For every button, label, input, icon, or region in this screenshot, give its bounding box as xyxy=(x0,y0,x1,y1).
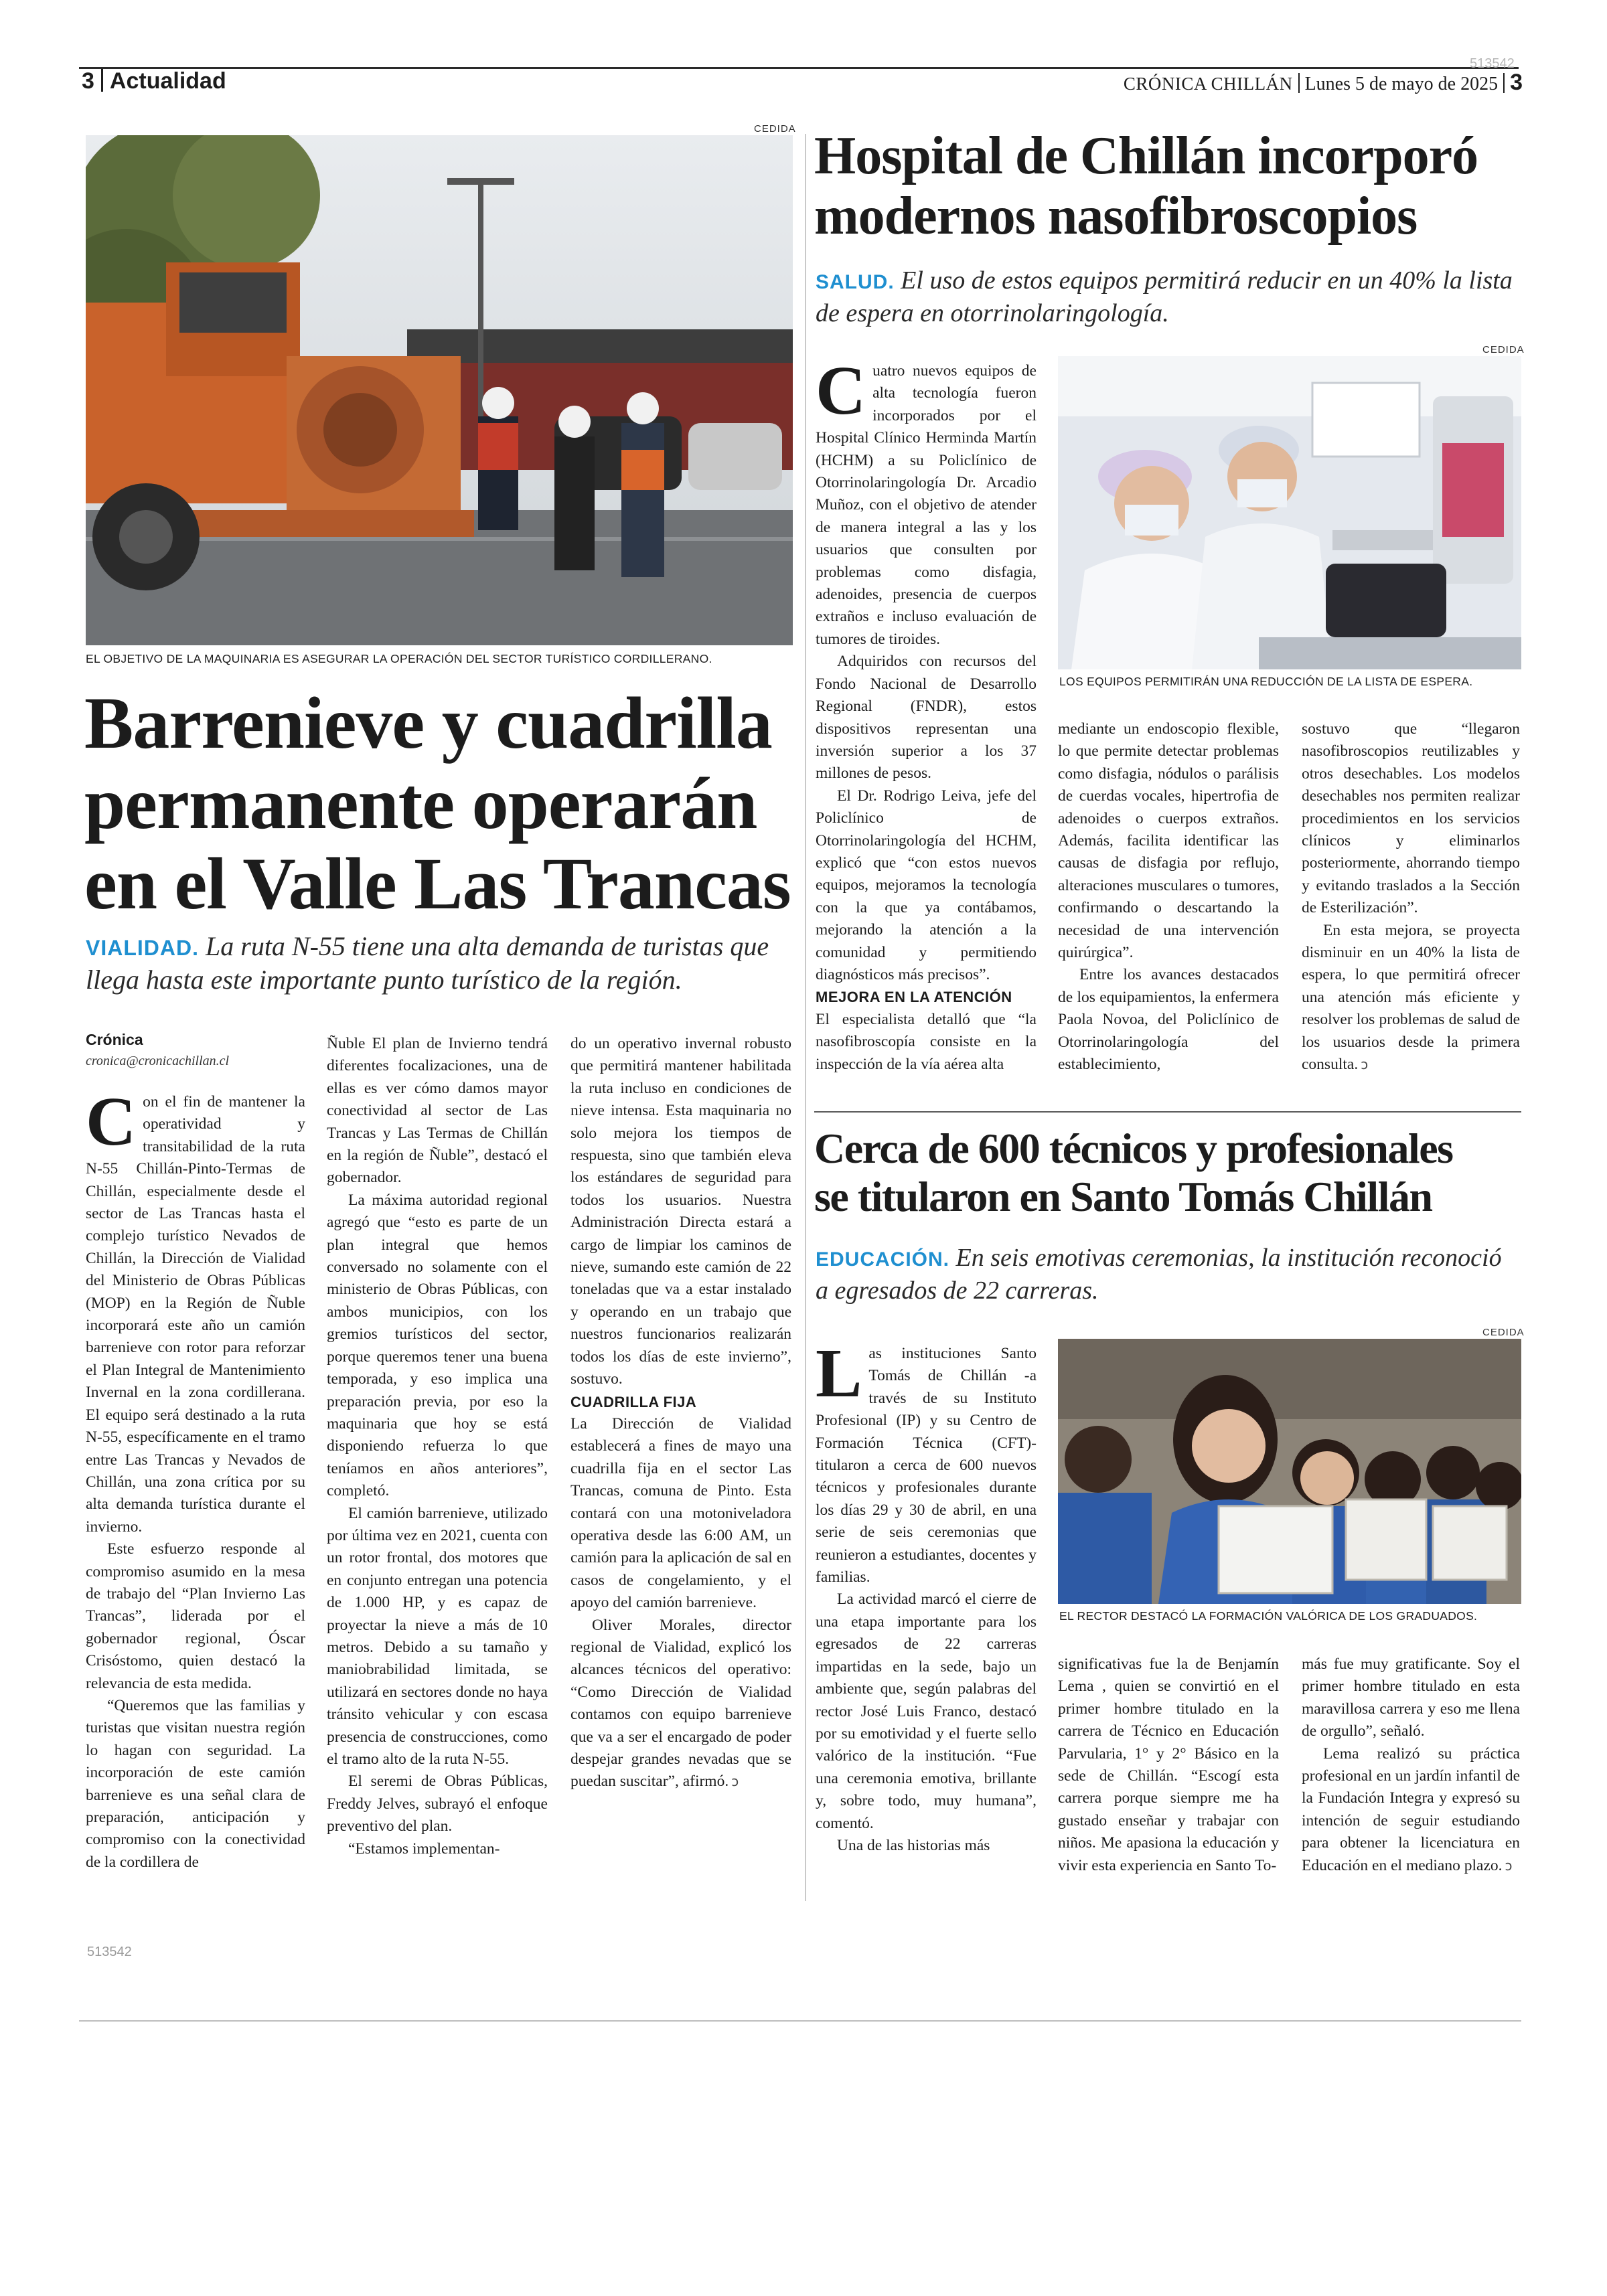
paragraph: Adquiridos con recursos del Fondo Nacional de Desarrollo Regional (FNDR), estos dispositivos representan una inversión superior a los 37 millones de pesos. xyxy=(816,653,1037,783)
hospital-column-3 xyxy=(1302,718,1520,1076)
graduation-photo xyxy=(1058,1339,1521,1604)
paragraph: mediante un endoscopio flexible, lo que permite detectar problemas como disfagia, nódulos o parálisis de cuerdas vocales, hipertrofia de adenoides o cuerpos extraños. Además, facilita identificar las causas de disfagia por reflujo, alteraciones musculares o tumores, confirmando o descartando la necesidad de una intervención quirúrgica”. xyxy=(1058,720,1279,962)
end-mark-icon: ↄ xyxy=(1505,1857,1513,1874)
education-column-3 xyxy=(1302,1653,1520,1877)
paragraph: Entre los avances destacados de los equipamientos, la enfermera Paola Novoa, del Policlínico de Otorrinolaringología del establecimiento, xyxy=(1058,966,1279,1074)
footer-rule xyxy=(79,2020,1521,2022)
byline: Crónica xyxy=(86,1031,143,1048)
photo-credit: CEDIDA xyxy=(754,123,796,135)
education-column-1 xyxy=(816,1335,1037,1857)
photo-caption: EL OBJETIVO DE LA MAQUINARIA ES ASEGURAR LA OPERACIÓN DEL SECTOR TURÍSTICO CORDILLERANO. xyxy=(86,652,712,665)
headline-line: Barrenieve y cuadrilla xyxy=(84,682,772,764)
paragraph: El seremi de Obras Públicas, Freddy Jelves, subrayó el enfoque preventivo del plan. xyxy=(327,1773,548,1835)
column-divider xyxy=(805,134,806,1901)
page-number-left: 3 xyxy=(82,68,94,94)
header-divider xyxy=(1503,73,1505,93)
kicker: EDUCACIÓN. xyxy=(816,1248,950,1270)
headline-line: en el Valle Las Trancas xyxy=(84,843,791,924)
main-column-3 xyxy=(570,1033,791,1793)
education-deck xyxy=(816,1242,1519,1306)
main-deck xyxy=(86,930,802,996)
subhead: MEJORA EN LA ATENCIÓN xyxy=(816,989,1012,1006)
header-rule xyxy=(79,67,1519,69)
main-headline xyxy=(84,683,808,924)
paragraph: El Dr. Rodrigo Leiva, jefe del Policlínico de Otorrinolaringología del HCHM, explicó que “con estos nuevos equipos, mejoramos la tecnología con la que ya contábamos, mejorando la atención a la comunidad y permitiendo diagnósticos más precisos”. xyxy=(816,787,1037,983)
photo-credit: CEDIDA xyxy=(1482,1327,1525,1338)
education-column-2 xyxy=(1058,1653,1279,1877)
header-divider xyxy=(1298,73,1300,93)
education-headline xyxy=(814,1125,1524,1221)
subhead: CUADRILLA FIJA xyxy=(570,1393,697,1410)
drop-cap: C xyxy=(816,352,866,429)
drop-cap: C xyxy=(86,1083,137,1160)
medical-staff-illustration xyxy=(1058,356,1521,669)
paragraph: uatro nuevos equipos de alta tecnología fueron incorporados por el Hospital Clínico Herminda Martín (HCHM) a su Policlínico de Otorrinolaringología Dr. Arcadio Muñoz, con el objetivo de atender de manera integral a las y los usuarios que consulten por problemas como disfagia, adenoides, presencia de cuerpos extraños e incluso evaluación de tumores de tiroides. xyxy=(816,362,1037,648)
hospital-column-2 xyxy=(1058,718,1279,1076)
photo-credit: CEDIDA xyxy=(1482,344,1525,355)
photo-caption: EL RECTOR DESTACÓ LA FORMACIÓN VALÓRICA DE LOS GRADUADOS. xyxy=(1059,1609,1478,1623)
paragraph: as instituciones Santo Tomás de Chillán -a través de su Instituto Profesional (IP) y su Centro de Formación Técnica (CFT)- titularon a cerca de 600 nuevos técnicos y profesionales durante los días 29 y 30 de abril, en una serie de seis ceremonias que reunieron a estudiantes, docentes y familias. xyxy=(816,1345,1037,1586)
page-code-bottom: 513542 xyxy=(87,1945,132,1959)
paragraph: significativas fue la de Benjamín Lema , quien se convirtió en el primer hombre titulado en la carrera de Técnico en Educación Parvularia, 1° y 2° Básico en la sede de Chillán. “Escogí esta carrera porque siempre me ha gustado enseñar y trabajar con niños. Me apasiona la educación y vivir esta experiencia en Santo To- xyxy=(1058,1655,1279,1874)
deck-text: El uso de estos equipos permitirá reducir en un 40% la lista de espera en otorrinolaringología. xyxy=(816,266,1513,327)
publication-name: CRÓNICA CHILLÁN xyxy=(1123,74,1293,94)
headline-line: Hospital de Chillán incorporó xyxy=(814,127,1478,185)
header-divider xyxy=(101,69,103,92)
paragraph: El especialista detalló que “la nasofibroscopía consiste en la inspección de la vía aérea alta xyxy=(816,1010,1037,1073)
paragraph: Oliver Morales, director regional de Vialidad, explicó los alcances técnicos del operativo: “Como Dirección de Vialidad contamos con equipo barrenieve que va a ser el encargado de poder despejar grandes nevadas que se puedan suscitar”, afirmó. xyxy=(570,1616,791,1791)
issue-date: Lunes 5 de mayo de 2025 xyxy=(1304,74,1499,94)
paragraph: Este esfuerzo responde al compromiso asumido en la mesa de trabajo del “Plan Invierno Las Trancas”, liderada por el gobernador regional, Óscar Crisóstomo, quien destacó la relevancia de esta medida. xyxy=(86,1540,305,1692)
paragraph: La actividad marcó el cierre de una etapa importante para los egresados de 22 carreras impartidas en la sede, bajo un ambiente que, según palabras del rector José Luis Franco, destacó por su emotividad y el fuerte sello valórico de la institución. “Fue una ceremonia emotiva, brillante y, sobre todo, muy humana”, comentó. xyxy=(816,1590,1037,1832)
paragraph: La máxima autoridad regional agregó que “esto es parte de un plan integral que hemos conversado no solamente con el ministerio de Obras Públicas, con ambos municipios, con los gremios turísticos del sector, porque queremos tener una buena temporada, y eso implica una preparación previa, por eso la maquinaria que hoy se está disponiendo refuerza lo que teníamos en años anteriores”, completó. xyxy=(327,1191,548,1500)
paragraph: Ñuble El plan de Invierno tendrá diferentes focalizaciones, una de ellas es ver cómo damos mayor conectividad al sector de Las Trancas y Las Termas de Chillán en la región de Ñuble”, destacó el gobernador. xyxy=(327,1035,548,1187)
paragraph: sostuvo que “llegaron nasofibroscopios reutilizables y otros desechables. Los modelos desechables nos permiten realizar procedimientos en los servicios clínicos y eliminarlos posteriormente, ahorrando tiempo y evitando traslados a la Sección de Esterilización”. xyxy=(1302,720,1520,917)
kicker: VIALIDAD. xyxy=(86,936,199,960)
hospital-column-1 xyxy=(816,352,1037,1076)
deck-text: La ruta N-55 tiene una alta demanda de turistas que llega hasta este importante punto turístico de la región. xyxy=(86,931,769,995)
snowplow-illustration xyxy=(86,135,793,645)
article-divider xyxy=(814,1111,1521,1113)
paragraph: on el fin de mantener la operatividad y transitabilidad de la ruta N-55 Chillán-Pinto-Termas de Chillán, especialmente desde el sector de Las Trancas hasta el complejo turístico Nevados de Chillán, la Dirección de Vialidad del Ministerio de Obras Públicas (MOP) en la Región de Ñuble incorporará este año un camión barrenieve con rotor para reforzar el Plan Integral de Mantenimiento Invernal en la zona cordillerana. El equipo será destinado a la ruta N-55, específicamente en el tramo entre Las Trancas y Nevados de Chillán, una zona crítica por su alta demanda turística durante el invierno. xyxy=(86,1093,305,1536)
end-mark-icon: ↄ xyxy=(731,1773,739,1790)
paragraph: El camión barrenieve, utilizado por última vez en 2021, cuenta con un rotor frontal, dos motores que en conjunto entregan una potencia de 1.000 HP, y es capaz de proyectar la nieve a más de 10 metros. Debido a su tamaño y maniobrabilidad limitada, se utilizará en sectores donde no haya tránsito vehicular y con escasa presencia de construcciones, como el tramo alto de la ruta N-55. xyxy=(327,1504,548,1768)
deck-text: En seis emotivas ceremonias, la institución reconoció a egresados de 22 carreras. xyxy=(816,1244,1502,1305)
paragraph: do un operativo invernal robusto que permitirá mantener habilitada la ruta incluso en condiciones de nieve intensa. Esta maquinaria no solo mejora los tiempos de respuesta, sino que también eleva los estándares de seguridad para todos los usuarios. Nuestra Administración Directa estará a cargo de limpiar los caminos de nieve, sumando este camión de 22 toneladas que va a estar instalado y operando en un trabajo que nuestros funcionarios realizarán todos los días de este invierno”, sostuvo. xyxy=(570,1035,791,1388)
kicker: SALUD. xyxy=(816,271,895,293)
photo-caption: LOS EQUIPOS PERMITIRÁN UNA REDUCCIÓN DE LA LISTA DE ESPERA. xyxy=(1059,675,1473,688)
snowplow-photo xyxy=(86,135,793,645)
headline-line: modernos nasofibroscopios xyxy=(814,187,1418,246)
section-title: Actualidad xyxy=(109,68,226,94)
header-publication xyxy=(1124,70,1523,96)
drop-cap: L xyxy=(816,1335,862,1412)
paragraph: más fue muy gratificante. Soy el primer hombre titulado en esta maravillosa carrera y eso me llena de orgullo”, señaló. xyxy=(1302,1655,1520,1740)
main-column-2 xyxy=(327,1033,548,1860)
hospital-headline xyxy=(814,126,1524,246)
page-code-top: 513542 xyxy=(1470,56,1515,71)
paragraph: Lema realizó su práctica profesional en un jardín infantil de la Fundación Integra y expresó su intención de seguir estudiando para obtener la licenciatura en Educación en el mediano plazo. xyxy=(1302,1744,1520,1874)
headline-line: se titularon en Santo Tomás Chillán xyxy=(814,1173,1432,1220)
headline-line: Cerca de 600 técnicos y profesionales xyxy=(814,1125,1453,1172)
end-mark-icon: ↄ xyxy=(1361,1056,1369,1073)
paragraph: En esta mejora, se proyecta disminuir en un 40% la lista de espera, lo que permitirá ofrecer una atención más eficiente y resolver los problemas de salud de los usuarios desde la primera consulta. xyxy=(1302,921,1520,1074)
byline-email: cronica@cronicachillan.cl xyxy=(86,1054,230,1068)
paragraph: La Dirección de Vialidad establecerá a fines de mayo una cuadrilla fija en el sector Las Trancas, comuna de Pinto. Esta contará con una motoniveladora operativa desde las 6:00 AM, un camión para la aplicación de sal en casos de congelamiento, y el apoyo del camión barrenieve. xyxy=(570,1414,791,1612)
paragraph: Una de las historias más xyxy=(837,1836,990,1854)
paragraph: “Estamos implementan- xyxy=(348,1839,500,1858)
header-section xyxy=(82,68,226,94)
graduates-illustration xyxy=(1058,1339,1521,1604)
hospital-photo xyxy=(1058,356,1521,669)
paragraph: “Queremos que las familias y turistas que visitan nuestra región lo hagan con seguridad. La incorporación de este camión barrenieve es una señal clara de preparación, anticipación y compromiso con la conectividad de la cordillera de xyxy=(86,1696,305,1871)
headline-line: permanente operarán xyxy=(84,762,757,844)
main-column-1 xyxy=(86,1083,305,1874)
page-number-right: 3 xyxy=(1510,70,1523,95)
hospital-deck xyxy=(816,265,1519,329)
